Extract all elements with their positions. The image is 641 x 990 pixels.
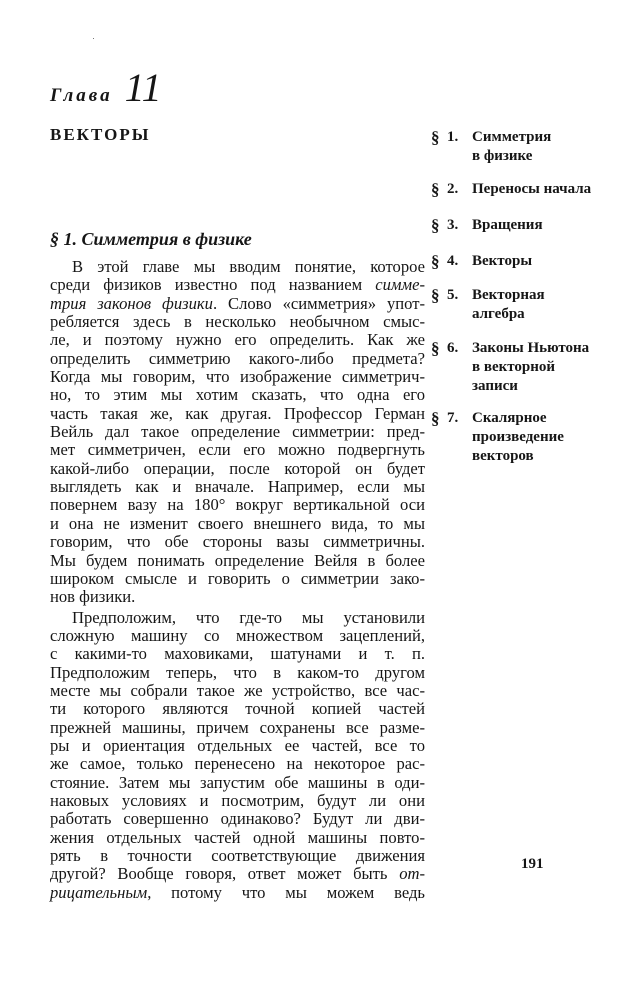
toc-entry[interactable] [431,409,564,466]
toc-title-line: Векторы [472,253,533,269]
toc-title-line: векторов [472,448,534,464]
emphasis: трия законов физики [50,293,213,313]
toc-title [472,286,545,324]
toc-title-line: Вращения [472,217,543,233]
toc-title [472,409,564,466]
text-line: Когда мы говорим, что изображение симметрич- [50,367,425,387]
chapter-title: ВЕКТОРЫ [50,125,151,144]
text-line: ры и ориентация отдельных ее частей, все то [50,735,425,755]
toc-title [472,128,551,166]
text-line: месте мы собрали такое же устройство, все час- [50,680,425,700]
toc-entry[interactable] [431,128,551,166]
toc-title-line: в векторной [472,359,556,375]
text-line: сложную машину со множеством зацеплений, [50,625,425,645]
toc-title-line: Векторная [472,287,545,303]
toc-title-line: Переносы начала [472,181,592,197]
toc-title-line: Законы Ньютона [472,340,590,356]
scan-speck [93,38,94,39]
text-line: ти которого являются точной копией частей [50,699,425,719]
toc-title-line: Симметрия [472,129,552,145]
toc-number: 1. [447,129,459,145]
chapter-number: 11 [124,65,162,110]
emphasis: рицательным [50,882,148,902]
toc-entry[interactable] [431,339,589,396]
toc-number: 6. [447,340,459,356]
text-line: рицательным, потому что мы можем ведь [50,882,425,902]
text-line: но, то этим мы хотим сказать, что одна его [50,385,425,405]
text-line: говорим, что обе стороны вазы симметричны. [50,532,425,552]
toc-title-line: алгебра [472,306,525,322]
emphasis: от- [399,864,425,884]
toc-title [472,339,589,396]
toc-number: 2. [447,181,459,197]
toc-number: 7. [447,410,459,426]
text-line: Мы будем понимать определение Вейля в более [50,550,425,570]
text-line: Вейль дал такое определение симметрии: пред- [50,422,425,442]
text-line: жения отдельных частей одной машины повто- [50,827,425,847]
text-line: наковых условиях и посмотрим, будут ли они [50,790,425,810]
text-line: прежней машины, причем сохранены все разме- [50,717,425,737]
section-sign-icon: § [431,409,440,428]
toc-number: 5. [447,287,459,303]
chapter-label: Глава [50,85,113,106]
toc-entry[interactable] [431,252,532,271]
text-line: определить симметрию какого-либо предмета? [50,348,425,368]
toc-title-line: Скалярное [472,410,547,426]
text-line: работать совершенно одинаково? Будут ли дви- [50,809,425,829]
text-line: повернем вазу на 180° вокруг вертикальной оси [50,495,425,515]
text-line: стояние. Затем мы запустим обе машины в оди- [50,772,425,792]
toc-title [472,180,591,199]
text-line: широком смысле и говорить о симметрии зако- [50,568,425,588]
page-number: 191 [521,856,544,872]
text-line: Предположим, что где-то мы установили [72,607,425,627]
text-line: нов физики. [50,587,136,607]
body-text [50,258,425,902]
section-sign-icon: § [431,286,440,305]
text-line: другой? Вообще говоря, ответ может быть от- [50,864,425,884]
text-line: ле, и поэтому нужно его определить. Как же [50,330,425,350]
toc-title-line: записи [472,378,518,394]
text-line: какой-либо операции, после которой он будет [50,458,425,478]
emphasis: симме- [375,275,425,295]
toc-title [472,216,543,235]
text-line: часть такая же, как другая. Профессор Герман [50,403,425,423]
section-sign-icon: § [431,252,440,271]
toc-entry[interactable] [431,216,543,235]
section-sign-icon: § [431,216,440,235]
text-line: трия законов физики. Слово «симметрия» упот- [50,293,425,313]
text-line: мет симметричен, если его можно подвергнуть [50,440,425,460]
section-heading: § 1. Симметрия в физике [50,229,252,249]
text-line: В этой главе мы вводим понятие, которое [72,257,425,276]
text-line: выглядеть как и вначале. Например, если мы [50,477,425,497]
toc-number: 3. [447,217,459,233]
text-line: Предположим теперь, что в каком-то другом [50,662,425,682]
section-sign-icon: § [431,180,440,199]
toc-entry[interactable] [431,286,545,324]
toc-title [472,252,532,271]
toc-title-line: произведение [472,429,564,445]
text-line: и она не изменит своего внешнего вида, то мы [50,513,425,533]
text-line: же самое, только перенесено на некоторое рас- [50,754,425,774]
text-line: с какими-то маховиками, шатунами и т. п. [50,644,425,664]
toc-entry[interactable] [431,180,591,199]
text-line: ребляется здесь в несколько необычном смыс- [50,312,425,332]
toc-number: 4. [447,253,459,269]
section-sign-icon: § [431,339,440,358]
toc-title-line: в физике [472,148,533,164]
section-sign-icon: § [431,128,440,147]
chapter-heading [50,65,162,110]
text-line: рять в точности соответствующие движения [50,846,425,865]
text-line: среди физиков известно под названием симме- [50,275,425,295]
